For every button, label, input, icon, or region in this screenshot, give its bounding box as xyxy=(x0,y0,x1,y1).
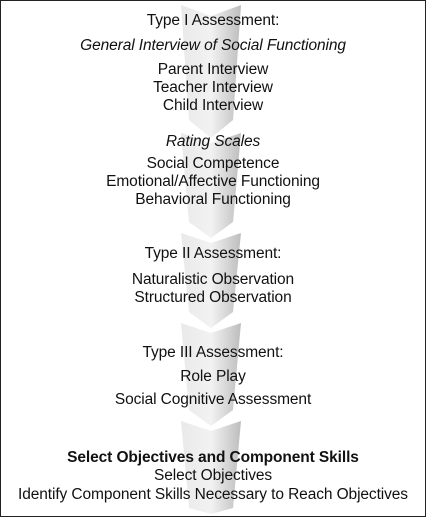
objectives-item-identify-skills: Identify Component Skills Necessary to Reach Objectives xyxy=(18,486,408,503)
rating-item-emotional-affective: Emotional/Affective Functioning xyxy=(106,173,320,190)
type3-heading: Type III Assessment: xyxy=(142,344,284,361)
rating-item-social-competence: Social Competence xyxy=(146,155,280,172)
type1-item-teacher-interview: Teacher Interview xyxy=(153,79,273,96)
type2-item-naturalistic: Naturalistic Observation xyxy=(131,271,295,288)
type3-item-social-cognitive: Social Cognitive Assessment xyxy=(114,391,312,408)
objectives-heading: Select Objectives and Component Skills xyxy=(67,449,359,466)
rating-subheading: Rating Scales xyxy=(165,133,261,150)
type3-item-role-play: Role Play xyxy=(180,368,246,385)
type1-subheading: General Interview of Social Functioning xyxy=(80,37,346,54)
type1-heading: Type I Assessment: xyxy=(146,12,280,29)
rating-item-behavioral: Behavioral Functioning xyxy=(135,191,291,208)
objectives-item-select: Select Objectives xyxy=(153,467,273,484)
type1-item-child-interview: Child Interview xyxy=(162,97,264,114)
type2-item-structured: Structured Observation xyxy=(134,289,292,306)
type2-heading: Type II Assessment: xyxy=(144,245,282,262)
type1-item-parent-interview: Parent Interview xyxy=(157,61,269,78)
